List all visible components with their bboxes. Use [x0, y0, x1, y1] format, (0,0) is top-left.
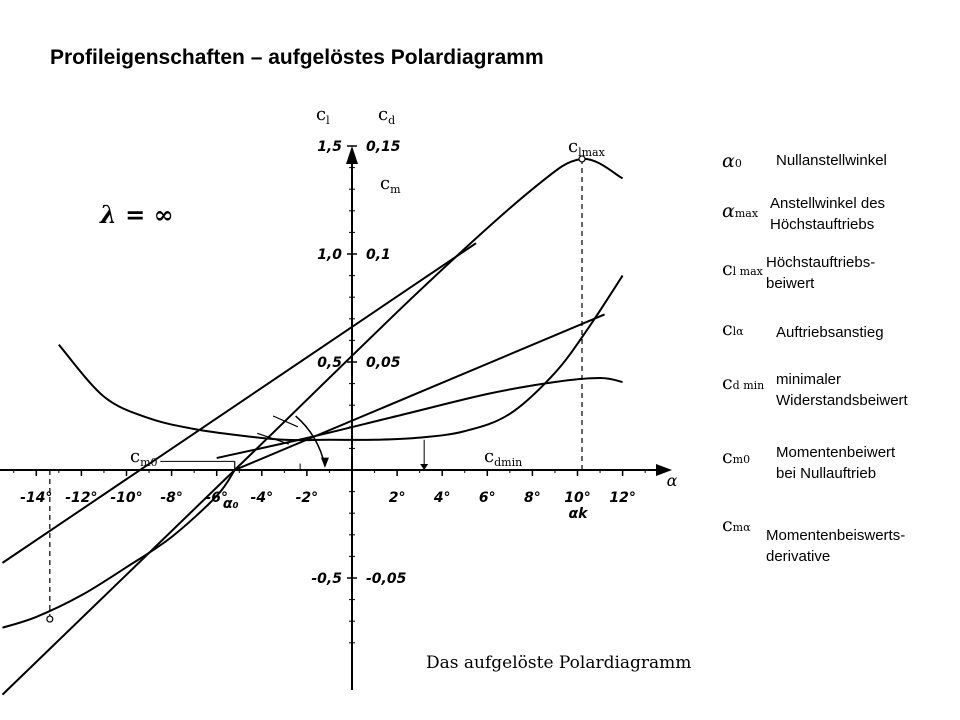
legend-text-cmalpha: Momentenbeiswerts- derivative [766, 527, 906, 565]
x-tick-label: -12° [65, 490, 98, 506]
x-tick-label: -6° [205, 490, 228, 506]
cd-axis-label: $c_d$ [378, 104, 396, 127]
legend-text-cdmin: minimaler Widerstandsbeiwert [776, 371, 908, 409]
x-tick-label: -2° [295, 490, 319, 506]
x-tick-label: -4° [250, 490, 274, 506]
cl-tick-label: 1,0 [317, 247, 342, 263]
legend-text-alphamax: Anstellwinkel des Höchstauftriebs [770, 195, 886, 233]
series-cl [3, 159, 623, 695]
lift-slope-line [2, 243, 476, 563]
slope-arc-arrow [321, 458, 329, 468]
clmin-point [47, 616, 53, 622]
x-tick-label: 8° [524, 490, 541, 506]
x-special-mark-label: αk [568, 506, 588, 522]
cl-axis-label: $c_l$ [316, 104, 330, 127]
legend-symbol-alpha0: α0 [722, 150, 742, 172]
lift-linear-line [235, 314, 605, 470]
x-tick-label: 6° [478, 490, 496, 506]
x-tick-label: -10° [110, 490, 143, 506]
x-tick-label: -14° [20, 490, 53, 506]
x-special-mark-label: α₀ [222, 496, 239, 512]
legend-symbol-alphamax: αmax [722, 200, 759, 222]
cd-tick-label: 0,1 [366, 247, 391, 263]
x-tick-label: 12° [609, 490, 636, 506]
legend-text-clalpha: Auftriebsanstieg [776, 324, 884, 341]
chart-labels [47, 104, 692, 673]
legend-symbol-cmalpha: cmα [722, 514, 751, 536]
legend-text-alpha0: Nullanstellwinkel [776, 152, 887, 169]
legend-symbol-cdmin: cd min [722, 372, 765, 394]
annotation-cm0: $c_{m0}$ [130, 446, 158, 469]
legend-symbol-cm0: cm0 [722, 446, 751, 468]
annotation-cl-max: $c_{lmax}$ [568, 136, 605, 159]
cl-tick-label: 1,5 [317, 139, 342, 155]
x-axis-label: α [666, 471, 678, 490]
legend-text-clmax: Höchstauftriebs- beiwert [766, 254, 876, 292]
cd-tick-label: 0,15 [366, 139, 401, 155]
cd-tick-label: 0,05 [366, 355, 401, 371]
legend-symbol-clmax: cl max [722, 258, 763, 280]
x-tick-label: -8° [160, 490, 183, 506]
page-title: Profileigenschaften – aufgelöstes Polardiagramm [50, 46, 544, 69]
x-tick-label: 10° [564, 490, 591, 506]
cm-axis-label: $c_m$ [380, 173, 401, 196]
cd-tick-label: -0,05 [366, 571, 407, 587]
chart-series [2, 159, 622, 695]
cl-tick-label: 0,5 [317, 355, 342, 371]
x-tick-label: 4° [433, 490, 451, 506]
x-tick-label: 2° [388, 490, 406, 506]
annotation-cd-min: $c_{dmin}$ [484, 446, 523, 469]
cl-tick-label: -0,5 [311, 571, 342, 587]
chart-caption: Das aufgelöste Polardiagramm [426, 653, 692, 673]
aspect-ratio-label: λ = ∞ [100, 200, 174, 229]
legend-symbol-clalpha: clα [722, 318, 744, 340]
slope-tick [273, 416, 298, 427]
legend-text-cm0: Momentenbeiwert bei Nullauftrieb [776, 444, 896, 482]
y-axis-arrow [346, 146, 358, 164]
